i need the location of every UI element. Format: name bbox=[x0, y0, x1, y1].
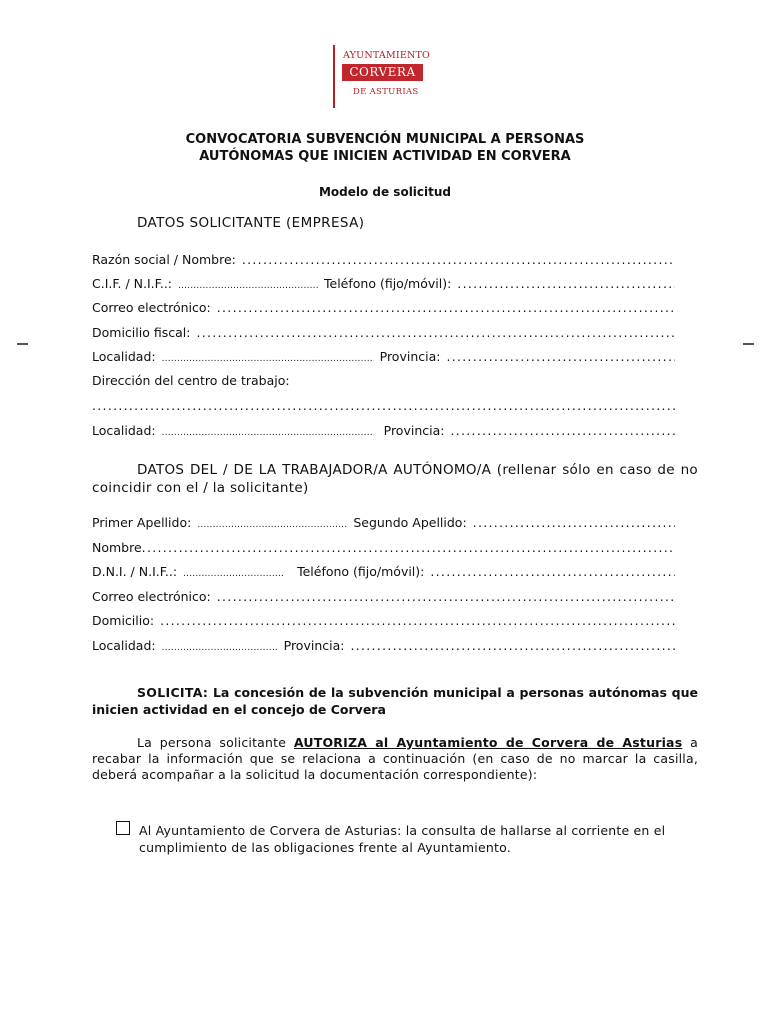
domicilio-label: Domicilio: bbox=[92, 613, 155, 628]
dni-label: D.N.I. / N.I.F..: bbox=[92, 564, 178, 579]
section1-heading: DATOS SOLICITANTE (EMPRESA) bbox=[137, 215, 365, 231]
correo-row bbox=[92, 300, 675, 316]
autoriza-paragraph bbox=[92, 735, 698, 783]
localidad-row bbox=[92, 349, 675, 365]
provincia3-label: Provincia: bbox=[283, 638, 345, 653]
logo-line1: AYUNTAMIENTO bbox=[343, 50, 430, 61]
page-title bbox=[60, 131, 710, 165]
domicilio-fiscal-label: Domicilio fiscal: bbox=[92, 325, 191, 340]
nombre-label: Nombre bbox=[92, 540, 142, 555]
consulta-checkbox-label: Al Ayuntamiento de Corvera de Asturias: la consulta de hallarse al corriente en el cumplimiento de las obligaciones frente al Ayuntamiento. bbox=[139, 823, 666, 855]
direccion-field[interactable] bbox=[92, 398, 675, 413]
provincia2-label: Provincia: bbox=[383, 423, 445, 438]
logo-bar bbox=[333, 45, 335, 108]
direccion-label: Dirección del centro de trabajo: bbox=[92, 373, 290, 388]
nombre-field[interactable] bbox=[142, 540, 675, 555]
title-line1: CONVOCATORIA SUBVENCIÓN MUNICIPAL A PERSONAS bbox=[185, 132, 585, 147]
razon-social-label: Razón social / Nombre: bbox=[92, 252, 236, 267]
section2-heading: DATOS DEL / DE LA TRABAJADOR/A AUTÓNOMO/A (rellenar sólo en caso de no coincidir con el / la solicitante) bbox=[92, 462, 698, 496]
localidad3-field[interactable] bbox=[162, 638, 278, 653]
provincia3-field[interactable] bbox=[350, 638, 675, 653]
segundo-apellido-label: Segundo Apellido: bbox=[353, 515, 467, 530]
solicita-text: La concesión de la subvención municipal a personas autónomas que inicien actividad en el concejo de Corvera bbox=[92, 685, 698, 717]
logo-line2: CORVERA bbox=[349, 65, 416, 79]
provincia-label: Provincia: bbox=[379, 349, 441, 364]
domicilio-fiscal-field[interactable] bbox=[196, 325, 675, 340]
provincia2-field[interactable] bbox=[450, 423, 675, 438]
cif-label: C.I.F. / N.I.F..: bbox=[92, 276, 172, 291]
direccion-field-row bbox=[92, 398, 675, 414]
logo-box bbox=[342, 64, 423, 81]
correo2-field[interactable] bbox=[217, 589, 675, 604]
solicita-label: SOLICITA: bbox=[137, 685, 209, 700]
ayuntamiento-logo bbox=[333, 45, 433, 108]
razon-social-row bbox=[92, 252, 675, 268]
domicilio-row bbox=[92, 613, 675, 629]
correo2-row bbox=[92, 589, 675, 605]
autoriza-bold: AUTORIZA al Ayuntamiento de Corvera de Asturias bbox=[293, 735, 683, 750]
correo-field[interactable] bbox=[217, 300, 675, 315]
right-margin-mark bbox=[743, 343, 754, 345]
localidad2-field[interactable] bbox=[162, 423, 374, 438]
domicilio-fiscal-row bbox=[92, 325, 675, 341]
correo-label: Correo electrónico: bbox=[92, 300, 211, 315]
page-subtitle: Modelo de solicitud bbox=[318, 185, 452, 199]
primer-apellido-label: Primer Apellido: bbox=[92, 515, 192, 530]
logo-line3: DE ASTURIAS bbox=[353, 87, 419, 97]
left-margin-mark bbox=[17, 343, 28, 345]
primer-apellido-field[interactable] bbox=[197, 515, 347, 530]
cif-field[interactable] bbox=[178, 276, 318, 291]
cif-row bbox=[92, 276, 675, 292]
correo2-label: Correo electrónico: bbox=[92, 589, 211, 604]
localidad3-row bbox=[92, 638, 675, 654]
direccion-row bbox=[92, 373, 675, 389]
nombre-row bbox=[92, 540, 675, 556]
razon-social-field[interactable] bbox=[242, 252, 675, 267]
localidad-label: Localidad: bbox=[92, 349, 156, 364]
title-line2: AUTÓNOMAS QUE INICIEN ACTIVIDAD EN CORVERA bbox=[199, 149, 571, 164]
localidad-field[interactable] bbox=[162, 349, 374, 364]
telefono-label: Teléfono (fijo/móvil): bbox=[324, 276, 452, 291]
primer-apellido-row bbox=[92, 515, 675, 531]
localidad2-label: Localidad: bbox=[92, 423, 156, 438]
solicita-paragraph bbox=[92, 684, 698, 718]
consulta-checkbox[interactable] bbox=[116, 821, 130, 835]
dni-row bbox=[92, 564, 675, 580]
telefono2-label: Teléfono (fijo/móvil): bbox=[297, 564, 425, 579]
segundo-apellido-field[interactable] bbox=[473, 515, 675, 530]
autoriza-pre: La persona solicitante bbox=[137, 735, 287, 750]
telefono2-field[interactable] bbox=[430, 564, 675, 579]
localidad2-row bbox=[92, 423, 675, 439]
telefono-field[interactable] bbox=[457, 276, 675, 291]
localidad3-label: Localidad: bbox=[92, 638, 156, 653]
domicilio-field[interactable] bbox=[160, 613, 675, 628]
autoriza-post: a recabar la información que se relaciona a continuación (en caso de no marcar la casilla, deberá acompañar a la solicitud la documentación correspondiente): bbox=[92, 735, 698, 782]
dni-field[interactable] bbox=[183, 564, 285, 579]
provincia-field[interactable] bbox=[446, 349, 675, 364]
